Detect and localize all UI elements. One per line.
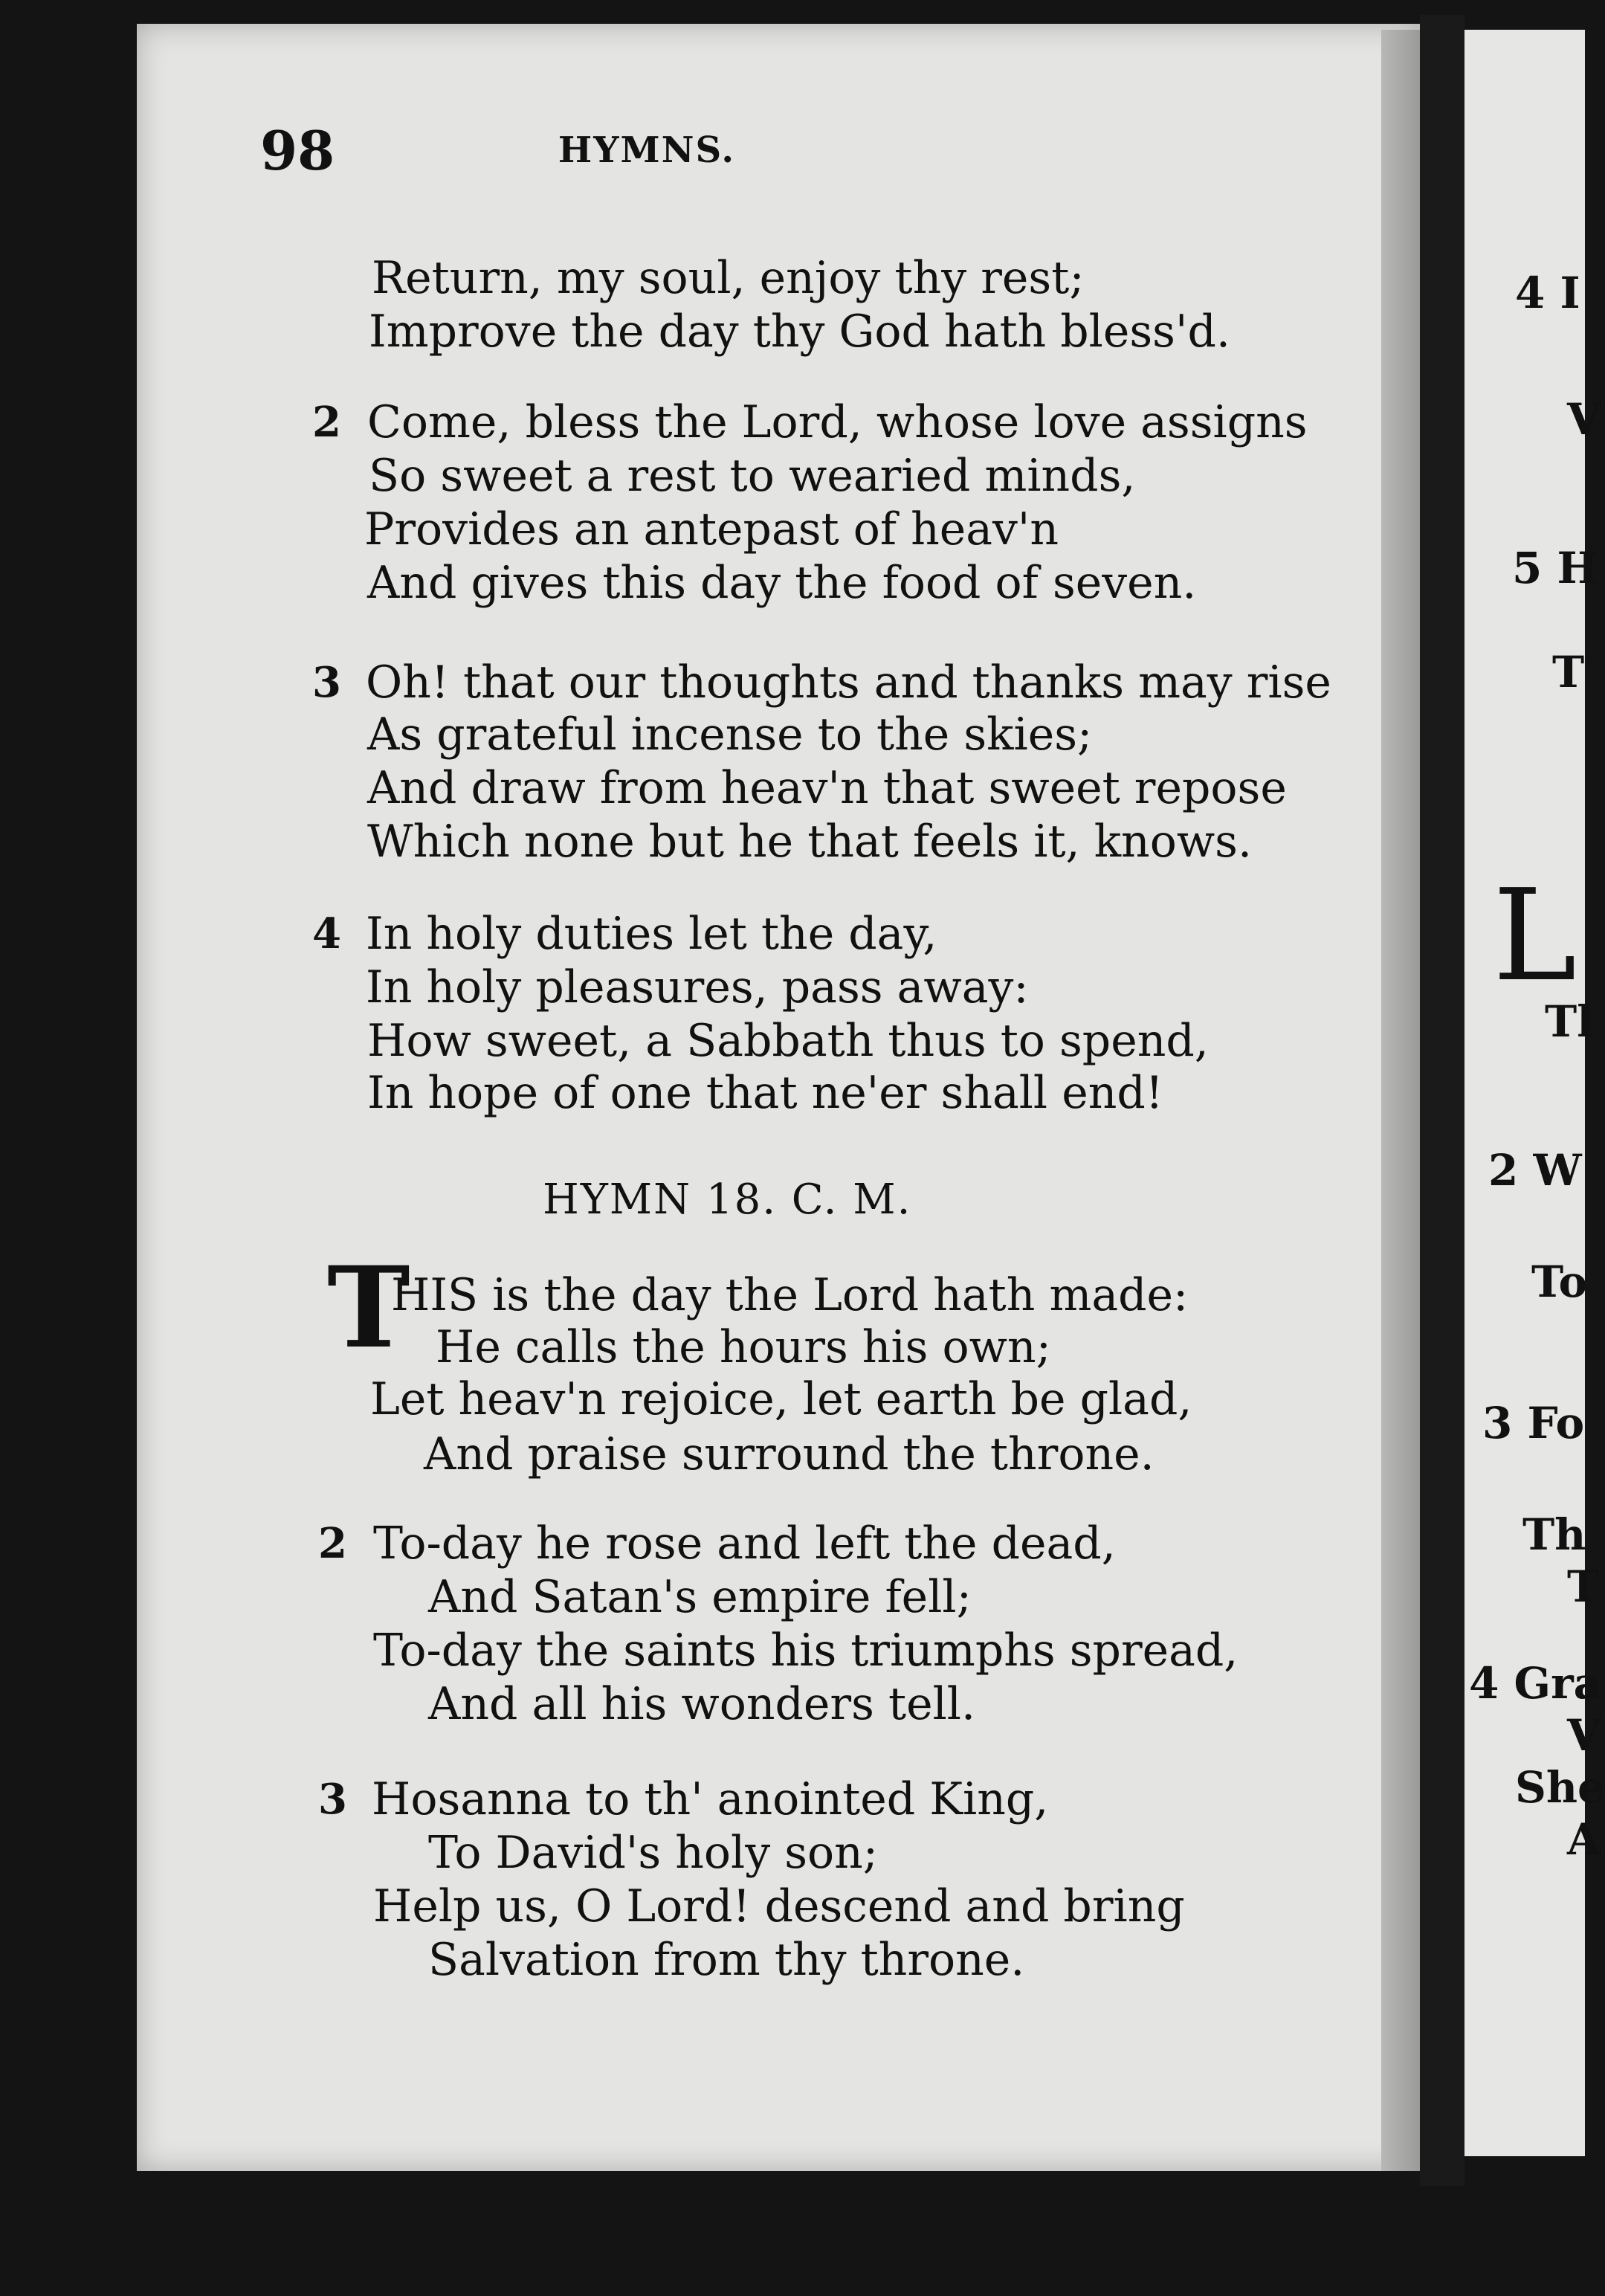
verse-line: To-day he rose and left the dead, bbox=[373, 1518, 1116, 1570]
verse-line: In holy pleasures, pass away: bbox=[366, 961, 1029, 1013]
verse-line: Come, bless the Lord, whose love assigns bbox=[367, 396, 1308, 448]
stanza-number: 2 bbox=[312, 398, 341, 447]
facing-fragment: T bbox=[1552, 647, 1585, 697]
verse-line: So sweet a rest to wearied minds, bbox=[369, 450, 1136, 502]
facing-fragment: 3 Fo bbox=[1482, 1398, 1585, 1448]
book-gutter bbox=[1420, 15, 1464, 2186]
verse-line: And all his wonders tell. bbox=[428, 1678, 976, 1730]
hymn-title: HYMN 18. C. M. bbox=[543, 1176, 912, 1224]
running-head: HYMNS. bbox=[558, 129, 736, 171]
facing-fragment: 4 I bbox=[1515, 268, 1580, 318]
stanza-number: 2 bbox=[318, 1519, 347, 1568]
verse-line: Salvation from thy throne. bbox=[428, 1934, 1025, 1986]
verse-line: And gives this day the food of seven. bbox=[367, 557, 1197, 609]
verse-line: Improve the day thy God hath bless'd. bbox=[369, 306, 1230, 358]
verse-line: To-day the saints his triumphs spread, bbox=[373, 1625, 1239, 1677]
verse-line: And praise surround the throne. bbox=[424, 1428, 1154, 1480]
verse-line: Help us, O Lord! descend and bring bbox=[373, 1880, 1185, 1932]
verse-line: In hope of one that ne'er shall end! bbox=[367, 1067, 1163, 1119]
verse-line: To David's holy son; bbox=[428, 1827, 878, 1879]
facing-fragment: She bbox=[1515, 1762, 1605, 1813]
verse-line: In holy duties let the day, bbox=[366, 908, 937, 960]
verse-line: And Satan's empire fell; bbox=[428, 1571, 972, 1623]
verse-line: Oh! that our thoughts and thanks may rise bbox=[366, 657, 1331, 709]
page-edge bbox=[1381, 30, 1420, 2171]
facing-fragment: Tl bbox=[1545, 996, 1594, 1047]
verse-line: How sweet, a Sabbath thus to spend, bbox=[367, 1015, 1209, 1067]
verse-line: As grateful incense to the skies; bbox=[367, 709, 1093, 761]
facing-fragment: Th bbox=[1522, 1509, 1586, 1560]
facing-fragment: To bbox=[1531, 1257, 1588, 1307]
facing-page bbox=[1464, 30, 1605, 2156]
verse-line: He calls the hours his own; bbox=[436, 1321, 1051, 1373]
stanza-number: 3 bbox=[312, 658, 341, 707]
verse-line: Let heav'n rejoice, let earth be glad, bbox=[370, 1373, 1192, 1425]
facing-dropcap: L bbox=[1493, 862, 1577, 1010]
stanza-number: 3 bbox=[318, 1775, 347, 1824]
page-header bbox=[0, 119, 1585, 186]
facing-fragment: T bbox=[1567, 1561, 1600, 1612]
facing-fragment: 4 Gra bbox=[1469, 1658, 1602, 1709]
facing-fragment: V bbox=[1567, 1710, 1601, 1761]
verse-line: Provides an antepast of heav'n bbox=[364, 503, 1059, 555]
facing-fragment: V bbox=[1567, 394, 1601, 445]
verse-line: Return, my soul, enjoy thy rest; bbox=[372, 252, 1085, 304]
stanza-number: 4 bbox=[312, 909, 341, 958]
verse-line: Which none but he that feels it, knows. bbox=[367, 816, 1253, 868]
drop-cap: T bbox=[327, 1242, 410, 1373]
page-number: 98 bbox=[260, 119, 335, 182]
verse-line: Hosanna to th' anointed King, bbox=[372, 1773, 1049, 1825]
facing-fragment: A bbox=[1567, 1814, 1601, 1865]
verse-line: HIS is the day the Lord hath made: bbox=[391, 1269, 1189, 1321]
facing-fragment: 5 H bbox=[1512, 543, 1598, 593]
facing-fragment: 2 W bbox=[1488, 1145, 1582, 1196]
verse-line: And draw from heav'n that sweet repose bbox=[367, 762, 1287, 814]
